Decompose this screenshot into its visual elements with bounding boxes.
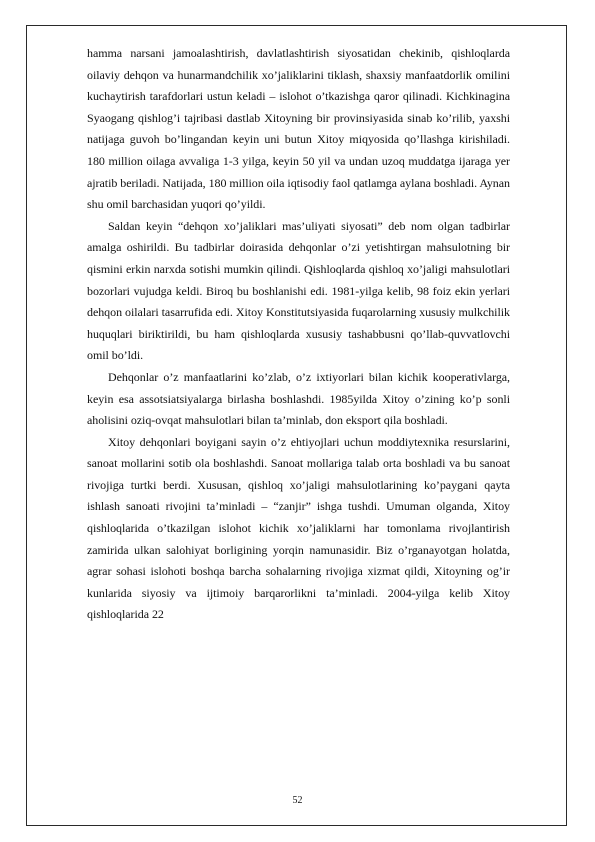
- paragraph-4: Xitoy dehqonlari boyigani sayin o’z ehtiyojlari uchun moddiytexnika resurslarini, sanoat mollarini sotib ola boshlashdi. Sanoat mollariga talab orta boshladi va bu sanoat rivojiga turtki berdi. Xususan, qishloq xo’jaligi mahsulotlarining ko’paygani qayta ishlash sanoati rivojini ta’minladi – “zanjir” ishga tushdi. Umuman olganda, Xitoy qishloqlarida o’tkazilgan islohot kichik xo’jaliklarni har tomonlama rivojlantirish zamirida ulkan salohiyat borligining yorqin namunasidir. Biz o’rganayotgan holatda, agrar sohasi islohoti boshqa barcha sohalarning rivojiga xizmat qildi, Xitoyning og’ir kunlarida siyosiy va ijtimoiy barqarorlikni ta’minladi. 2004-yilga kelib Xitoy qishloqlarida 22: [87, 434, 510, 622]
- page-number: 52: [292, 795, 303, 806]
- paragraph-2: Saldan keyin “dehqon xo’jaliklari mas’uliyati siyosati” deb nom olgan tadbirlar amalga oshirildi. Bu tadbirlar doirasida dehqonlar o’zi yetishtirgan mahsulotning bir qismini erkin narxda sotishi mumkin qilindi. Qishloqlarda qishloq xo’jaligi mahsulotlari bozorlari vujudga keldi. Biroq bu boshlanishi edi. 1981-yilga kelib, 98 foiz ekin yerlari dehqon oilalari tasarrufida edi. Xitoy Konstitutsiyasida fuqarolarning xususiy mulkchilik huquqlari biriktirildi, bu ham qishloqlarda xususiy tashabbusni qo’llab-quvvatlovchi omil bo’ldi.: [87, 218, 510, 363]
- document-body: [87, 43, 510, 626]
- paragraph-1: hamma narsani jamoalashtirish, davlatlashtirish siyosatidan chekinib, qishloqlarda oilaviy dehqon va hunarmandchilik xo’jaliklarini tiklash, shaxsiy manfaatdorlik omilini kuchaytirish tarafdorlari ustun keladi – islohot o’tkazishga qaror qilinadi. Kichkinagina Syaogang qishlog’i tajribasi dastlab Xitoyning bir provinsiyasida sinab ko’rilib, yaxshi natijaga guvoh bo’lingandan keyin uni butun Xitoy miqyosida qo’llashga kirishiladi. 180 million oilaga avvaliga 1-3 yilga, keyin 50 yil va undan uzoq muddatga ijaraga yer ajratib beriladi. Natijada, 180 million oila iqtisodiy faol qatlamga aylana boshladi. Aynan shu omil barchasidan yuqori qo’yildi.: [87, 46, 510, 212]
- paragraph-3: Dehqonlar o’z manfaatlarini ko’zlab, o’z ixtiyorlari bilan kichik kooperativlarga, keyin esa assotsiatsiyalarga birlasha boshlashdi. 1985yilda Xitoy o’zining ko’p sonli aholisini oziq-ovqat mahsulotlari bilan ta’minlab, don eksport qila boshladi.: [87, 369, 510, 428]
